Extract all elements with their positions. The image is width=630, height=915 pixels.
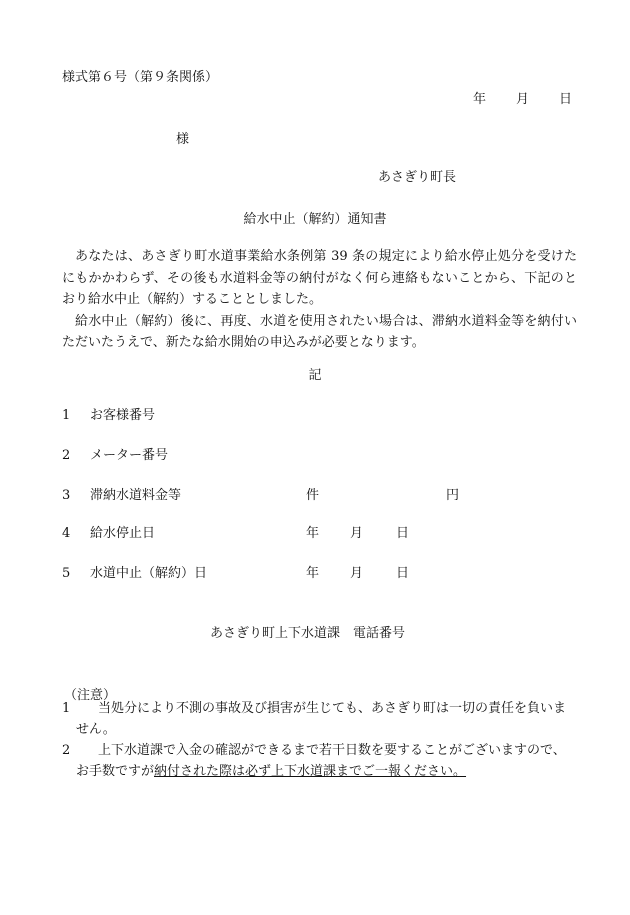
note-text-plain: 上下水道課で入金の確認ができるまで若干日数を要することがございますので、お手数ですが (76, 743, 566, 779)
item-termination-date (62, 562, 207, 581)
ki-heading: 記 (308, 368, 322, 383)
note-1 (62, 698, 577, 740)
item-label: お客様番号 (90, 408, 156, 423)
body-paragraph-2: 給水中止（解約）後に、再度、水道を使用されたい場合は、滞納水道料金等を納付いただいたうえで、新たな給水開始の申込みが必要となります。 (62, 313, 577, 350)
notes-heading: （注意） (64, 688, 117, 703)
body-paragraph-1: あなたは、あさぎり町水道事業給水条例第 39 条の規定により給水停止処分を受けたにもかかわらず、その後も水道料金等の納付がなく何ら連絡もないことから、下記のとおり給水中止（解約）することとしました。 (62, 249, 577, 307)
item-meter-number (62, 444, 168, 463)
item-customer-number (62, 404, 155, 423)
item-number: 1 (62, 408, 71, 423)
termination-date-day: 日 (396, 566, 410, 581)
note-number: 1 (62, 701, 71, 716)
note-text: 当処分により不測の事故及び損害が生じても、あさぎり町は一切の責任を負いません。 (76, 701, 567, 737)
item-number: 4 (62, 526, 71, 541)
arrears-count-unit: 件 (306, 488, 320, 503)
stop-date-month: 月 (350, 526, 364, 541)
item-number: 2 (62, 448, 71, 463)
note-number: 2 (62, 743, 71, 758)
item-label: 滞納水道料金等 (90, 488, 182, 503)
item-number: 5 (62, 566, 71, 581)
arrears-yen-unit: 円 (446, 488, 460, 503)
contact-line: あさぎり町上下水道課 電話番号 (210, 626, 406, 641)
addressee: 様 (176, 132, 190, 147)
note-text-underlined: 納付された際は必ず上下水道課までご一報ください。 (154, 764, 467, 779)
document-title: 給水中止（解約）通知書 (243, 212, 387, 227)
issue-date (473, 88, 572, 107)
item-label: メーター番号 (90, 448, 169, 463)
form-label: 様式第６号（第９条関係） (62, 70, 219, 85)
date-year: 年 (472, 92, 486, 107)
date-day: 日 (558, 92, 572, 107)
item-label: 水道中止（解約）日 (90, 566, 208, 581)
item-arrears (62, 484, 181, 503)
item-number: 3 (62, 488, 71, 503)
issuer: あさぎり町長 (378, 170, 457, 185)
note-2 (62, 740, 577, 782)
stop-date-year: 年 (306, 526, 320, 541)
note-text (62, 740, 577, 782)
item-label: 給水停止日 (90, 526, 156, 541)
termination-date-year: 年 (306, 566, 320, 581)
item-stop-date (62, 522, 155, 541)
stop-date-day: 日 (396, 526, 410, 541)
date-month: 月 (515, 92, 529, 107)
body-text (62, 246, 577, 354)
termination-date-month: 月 (350, 566, 364, 581)
